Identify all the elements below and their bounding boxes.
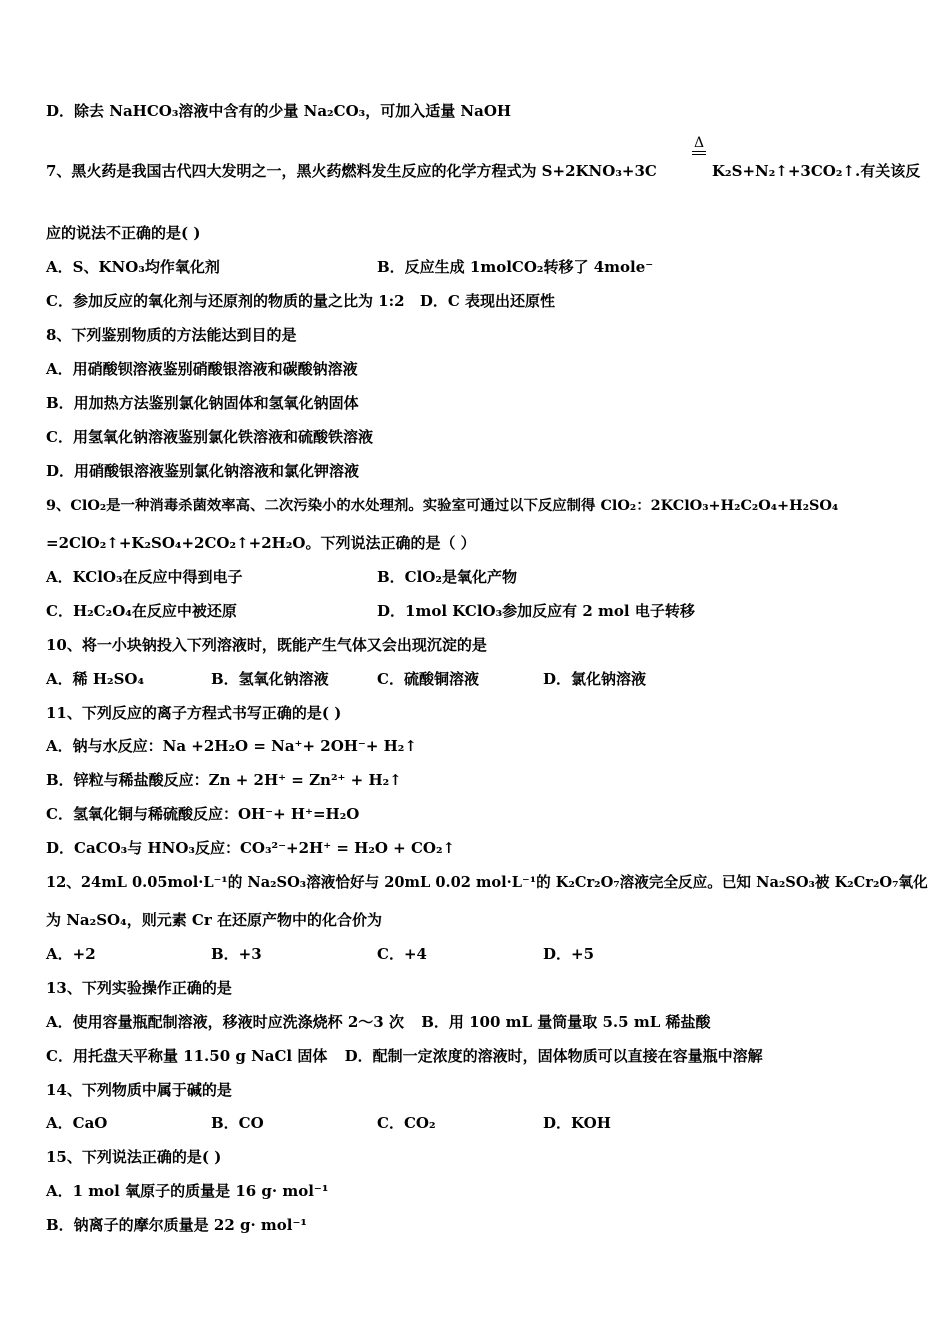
q8-option-d: D．用硝酸银溶液鉴别氯化钠溶液和氯化钾溶液: [46, 462, 360, 480]
q12-stem: 12、24mL 0.05mol·L⁻¹的 Na₂SO₃溶液恰好与 20mL 0.02 mol·L⁻¹的 K₂Cr₂O₇溶液完全反应。已知 Na₂SO₃被 K₂Cr₂O₇氧化: [46, 874, 928, 891]
q7-option-c: C．参加反应的氧化剂与还原剂的物质的量之比为 1:2: [46, 292, 405, 310]
q7-options-row1: [46, 257, 910, 277]
q7-option-b: B．反应生成 1molCO₂转移了 4mole⁻: [377, 258, 654, 276]
q9-options-row1: [46, 567, 910, 587]
q10-options: [46, 669, 910, 689]
q13-options-row1: [46, 1012, 910, 1032]
heat-condition-mark: [692, 136, 706, 155]
q12-option-c: C．+4: [377, 945, 427, 963]
q12-option-d: D．+5: [543, 945, 595, 963]
q10-option-a: A．稀 H₂SO₄: [46, 670, 145, 688]
q13-option-a: A．使用容量瓶配制溶液，移液时应洗涤烧杯 2～3 次: [46, 1013, 404, 1031]
q15-option-b: B．钠离子的摩尔质量是 22 g· mol⁻¹: [46, 1216, 307, 1234]
q12-options: [46, 944, 910, 964]
q8-option-a: A．用硝酸钡溶液鉴别硝酸银溶液和碳酸钠溶液: [46, 360, 358, 378]
q15-stem: 15、下列说法正确的是( ): [46, 1148, 222, 1166]
q9-options-row2: [46, 601, 910, 621]
q10-option-b: B．氢氧化钠溶液: [211, 670, 329, 688]
q9-option-a: A．KClO₃在反应中得到电子: [46, 568, 243, 586]
q13-option-c: C．用托盘天平称量 11.50 g NaCl 固体: [46, 1047, 328, 1065]
q7-stem-part2: K₂S+N₂↑+3CO₂↑.有关该反: [712, 162, 921, 180]
q9-stem-line2: =2ClO₂↑+K₂SO₄+2CO₂↑+2H₂O。下列说法正确的是（ ）: [46, 534, 476, 552]
q11-option-b: B．锌粒与稀盐酸反应：Zn + 2H⁺ = Zn²⁺ + H₂↑: [46, 771, 402, 789]
q13-option-b: B．用 100 mL 量筒量取 5.5 mL 稀盐酸: [421, 1013, 711, 1031]
q12-option-b: B．+3: [211, 945, 262, 963]
q11-stem: 11、下列反应的离子方程式书写正确的是( ): [46, 704, 342, 722]
q8-option-b: B．用加热方法鉴别氯化钠固体和氢氧化钠固体: [46, 394, 359, 412]
q14-options: [46, 1113, 910, 1133]
q12-option-a: A．+2: [46, 945, 96, 963]
q15-option-a: A．1 mol 氧原子的质量是 16 g· mol⁻¹: [46, 1182, 329, 1200]
heat-delta-symbol: Δ: [693, 135, 705, 151]
q13-option-d: D．配制一定浓度的溶液时，固体物质可以直接在容量瓶中溶解: [344, 1047, 763, 1065]
q14-option-a: A．CaO: [46, 1114, 108, 1132]
q9-option-d: D．1mol KClO₃参加反应有 2 mol 电子转移: [377, 602, 695, 620]
q10-stem: 10、将一小块钠投入下列溶液时，既能产生气体又会出现沉淀的是: [46, 636, 487, 654]
q13-options-row2: [46, 1046, 910, 1066]
q11-option-a: A．钠与水反应：Na +2H₂O = Na⁺+ 2OH⁻+ H₂↑: [46, 737, 417, 755]
q14-option-b: B．CO: [211, 1114, 264, 1132]
q9-stem: 9、ClO₂是一种消毒杀菌效率高、二次污染小的水处理剂。实验室可通过以下反应制得 ClO₂：2KClO₃+H₂C₂O₄+H₂SO₄: [46, 497, 839, 514]
q10-option-d: D．氯化钠溶液: [543, 670, 647, 688]
q9-option-c: C．H₂C₂O₄在反应中被还原: [46, 602, 237, 620]
q11-option-c: C．氢氧化铜与稀硫酸反应：OH⁻+ H⁺=H₂O: [46, 805, 360, 823]
q7-stem-line2: 应的说法不正确的是( ): [46, 224, 201, 242]
q9-option-b: B．ClO₂是氧化产物: [377, 568, 517, 586]
q14-option-c: C．CO₂: [377, 1114, 436, 1132]
q8-option-c: C．用氢氧化钠溶液鉴别氯化铁溶液和硫酸铁溶液: [46, 428, 373, 446]
q6-option-d: D．除去 NaHCO₃溶液中含有的少量 Na₂CO₃，可加入适量 NaOH: [46, 102, 512, 120]
q14-option-d: D．KOH: [543, 1114, 611, 1132]
q7-option-d: D．C 表现出还原性: [419, 292, 555, 310]
q11-option-d: D．CaCO₃与 HNO₃反应：CO₃²⁻+2H⁺ = H₂O + CO₂↑: [46, 839, 456, 857]
q10-option-c: C．硫酸铜溶液: [377, 670, 479, 688]
q7-option-a: A．S、KNO₃均作氧化剂: [46, 258, 220, 276]
q12-stem-line2: 为 Na₂SO₄，则元素 Cr 在还原产物中的化合价为: [46, 911, 382, 929]
q7-options-row2: [46, 291, 910, 311]
q13-stem: 13、下列实验操作正确的是: [46, 979, 232, 997]
q7-stem-part1: 7、黑火药是我国古代四大发明之一，黑火药燃料发生反应的化学方程式为 S+2KNO₃+3C: [46, 162, 657, 180]
q8-stem: 8、下列鉴别物质的方法能达到目的是: [46, 326, 297, 344]
q14-stem: 14、下列物质中属于碱的是: [46, 1081, 232, 1099]
